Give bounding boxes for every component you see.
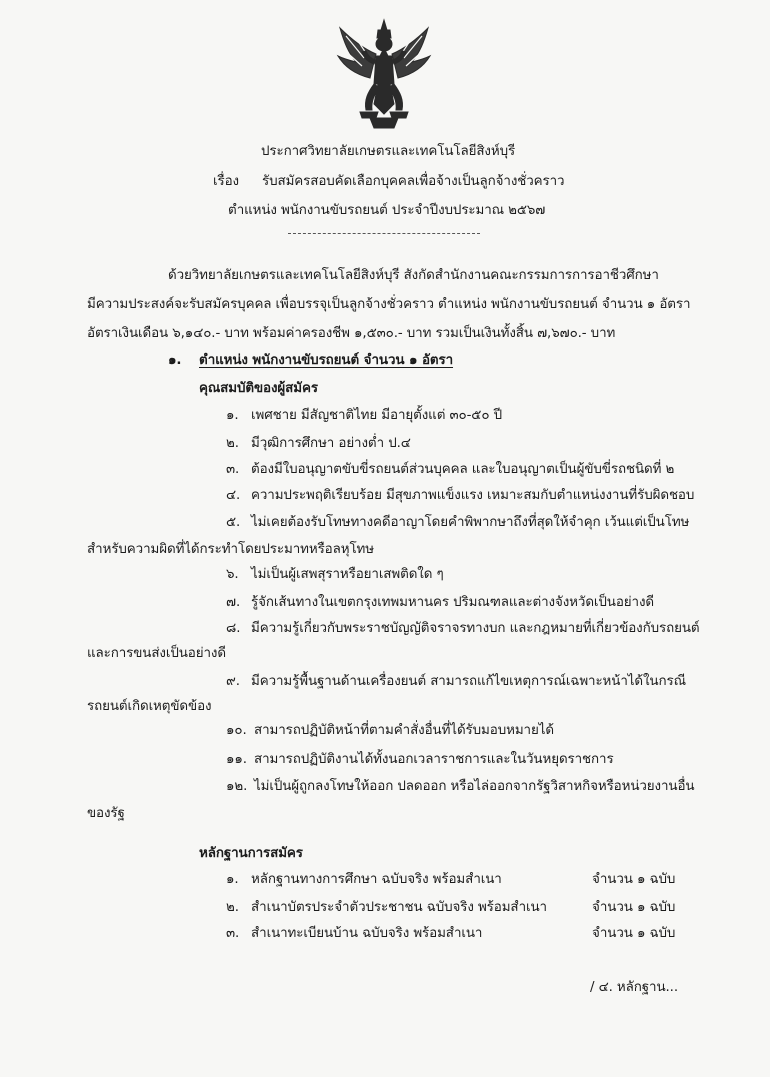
subject-label: เรื่อง: [213, 174, 239, 189]
intro-line-1: ด้วยวิทยาลัยเกษตรและเทคโนโลยีสิงห์บุรี สังกัดสำนักงานคณะกรรมการการอาชีวศึกษา: [168, 268, 659, 283]
garuda-emblem-icon: [334, 18, 434, 130]
qualification-text: มีความรู้เกี่ยวกับพระราชบัญญัติจราจรทางบก และกฎหมายที่เกี่ยวข้องกับรถยนต์: [251, 621, 700, 636]
qualification-number: ๑๐.: [226, 723, 247, 738]
document-text: หลักฐานทางการศึกษา ฉบับจริง พร้อมสำเนา: [251, 872, 502, 887]
qualification-text: ต้องมีใบอนุญาตขับขี่รถยนต์ส่วนบุคคล และใบอนุญาตเป็นผู้ขับขี่รถชนิดที่ ๒: [251, 462, 675, 477]
document-quantity: จำนวน ๑ ฉบับ: [592, 900, 676, 915]
section1-heading: ตำแหน่ง พนักงานขับรถยนต์ จำนวน ๑ อัตรา: [199, 353, 454, 368]
qualification-text: มีความรู้พื้นฐานด้านเครื่องยนต์ สามารถแก้ไขเหตุการณ์เฉพาะหน้าได้ในกรณี: [251, 674, 686, 689]
qualification-continuation: รถยนต์เกิดเหตุขัดข้อง: [87, 699, 212, 714]
documents-heading: หลักฐานการสมัคร: [199, 846, 303, 861]
document-number: ๓.: [226, 926, 240, 941]
page-continuation: / ๔. หลักฐาน...: [590, 980, 678, 995]
qualification-text: ไม่เป็นผู้เสพสุราหรือยาเสพติดใด ๆ: [251, 567, 444, 582]
document-number: ๒.: [226, 900, 239, 915]
qualification-number: ๗.: [226, 595, 241, 610]
document-quantity: จำนวน ๑ ฉบับ: [592, 926, 676, 941]
subject-text: รับสมัครสอบคัดเลือกบุคคลเพื่อจ้างเป็นลูกจ้างชั่วคราว: [262, 174, 565, 189]
qualification-text: เพศชาย มีสัญชาติไทย มีอายุตั้งแต่ ๓๐-๕๐ ปี: [251, 408, 502, 423]
header-divider: [288, 233, 480, 234]
qualification-number: ๑.: [226, 408, 239, 423]
document-text: สำเนาบัตรประจำตัวประชาชน ฉบับจริง พร้อมสำเนา: [251, 900, 547, 915]
intro-line-2: มีความประสงค์จะรับสมัครบุคคล เพื่อบรรจุเป็นลูกจ้างชั่วคราว ตำแหน่ง พนักงานขับรถยนต์ จำนวน ๑ อัตรา: [87, 297, 691, 312]
qualification-number: ๙.: [226, 674, 240, 689]
qualification-number: ๕.: [226, 515, 241, 530]
qualification-number: ๖.: [226, 567, 239, 582]
document-number: ๑.: [226, 872, 239, 887]
qualification-number: ๘.: [226, 621, 241, 636]
qualifications-heading: คุณสมบัติของผู้สมัคร: [199, 381, 318, 396]
qualification-continuation: สำหรับความผิดที่ได้กระทำโดยประมาทหรือลหุโทษ: [87, 542, 375, 557]
qualification-number: ๑๒.: [226, 779, 248, 794]
qualification-number: ๓.: [226, 462, 240, 477]
section1-number: ๑.: [168, 353, 182, 368]
position-line: ตำแหน่ง พนักงานขับรถยนต์ ประจำปีงบประมาณ ๒๕๖๗: [228, 203, 546, 218]
qualification-number: ๒.: [226, 436, 239, 451]
qualification-continuation: ของรัฐ: [87, 806, 125, 821]
qualification-text: ความประพฤติเรียบร้อย มีสุขภาพแข็งแรง เหมาะสมกับตำแหน่งงานที่รับผิดชอบ: [251, 488, 695, 503]
qualification-continuation: และการขนส่งเป็นอย่างดี: [87, 646, 226, 661]
intro-line-3: อัตราเงินเดือน ๖,๑๔๐.- บาท พร้อมค่าครองชีพ ๑,๕๓๐.- บาท รวมเป็นเงินทั้งสิ้น ๗,๖๗๐.- บาท: [87, 326, 616, 341]
announcement-title: ประกาศวิทยาลัยเกษตรและเทคโนโลยีสิงห์บุรี: [261, 144, 516, 159]
qualification-text: สามารถปฏิบัติหน้าที่ตามคำสั่งอื่นที่ได้รับมอบหมายได้: [254, 723, 554, 738]
qualification-text: ไม่เป็นผู้ถูกลงโทษให้ออก ปลดออก หรือไล่ออกจากรัฐวิสาหกิจหรือหน่วยงานอื่น: [254, 779, 695, 794]
document-text: สำเนาทะเบียนบ้าน ฉบับจริง พร้อมสำเนา: [251, 926, 483, 941]
document-quantity: จำนวน ๑ ฉบับ: [592, 872, 676, 887]
qualification-text: สามารถปฏิบัติงานได้ทั้งนอกเวลาราชการและในวันหยุดราชการ: [254, 752, 614, 767]
qualification-text: รู้จักเส้นทางในเขตกรุงเทพมหานคร ปริมณฑลและต่างจังหวัดเป็นอย่างดี: [251, 595, 654, 610]
qualification-text: มีวุฒิการศึกษา อย่างต่ำ ป.๔: [251, 436, 411, 451]
qualification-number: ๑๑.: [226, 752, 247, 767]
qualification-text: ไม่เคยต้องรับโทษทางคดีอาญาโดยคำพิพากษาถึงที่สุดให้จำคุก เว้นแต่เป็นโทษ: [251, 515, 690, 530]
qualification-number: ๔.: [226, 488, 241, 503]
